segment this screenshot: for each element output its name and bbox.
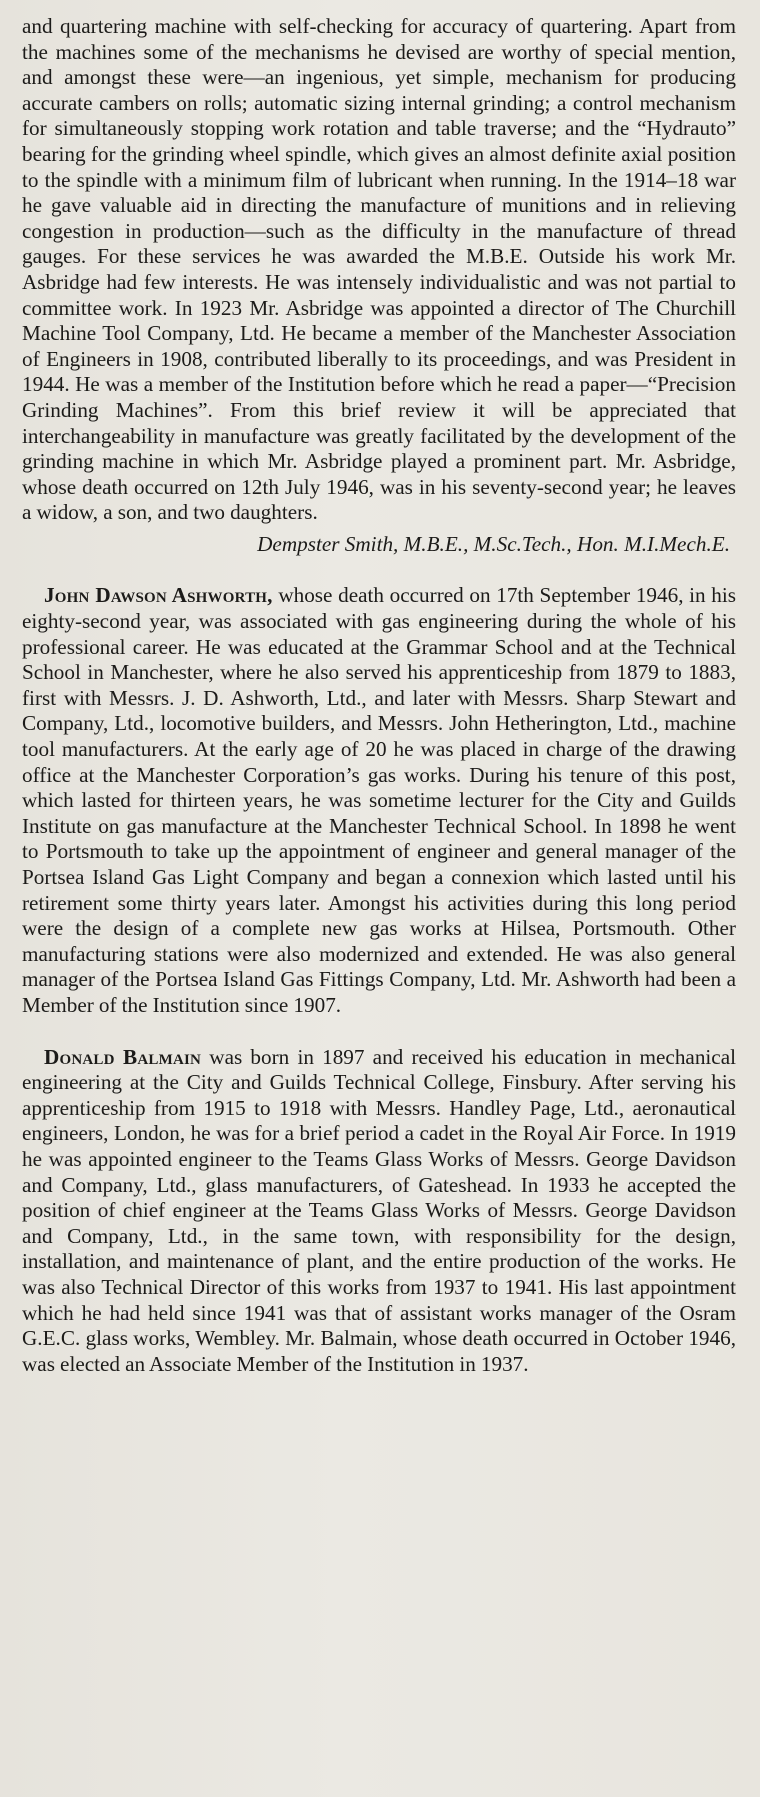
obituary-name-balmain: Donald Balmain	[44, 1044, 202, 1069]
section-spacer	[22, 557, 736, 583]
balmain-obituary	[22, 1045, 736, 1378]
obituary-body-balmain: was born in 1897 and received his education in mechanical engineering at the City and Guilds Technical College, Finsbury. After serving his apprenticeship from 1915 to 1918 with Messrs. Handley Page, Ltd., aeronautical engineers, London, he was for a brief period a cadet in the Royal Air Force. In 1919 he was appointed engineer to the Teams Glass Works of Messrs. George Davidson and Company, Ltd., glass manufacturers, of Gateshead. In 1933 he accepted the position of chief engineer at the Teams Glass Works of Messrs. George Davidson and Company, Ltd., in the same town, with responsibility for the design, installation, and maintenance of plant, and the entire production of the works. He was also Technical Director of this works from 1937 to 1941. His last appointment which he had held since 1941 was that of assistant works manager of the Osram G.E.C. glass works, Wembley. Mr. Balmain, whose death occurred in October 1946, was elected an Associate Member of the Institution in 1937.	[22, 1044, 736, 1376]
section-spacer	[22, 1019, 736, 1045]
author-signature: Dempster Smith, M.B.E., M.Sc.Tech., Hon. M.I.Mech.E.	[257, 531, 730, 556]
text-column	[22, 14, 736, 1377]
obituary-name-ashworth: John Dawson Ashworth,	[44, 583, 273, 608]
obituary-body-ashworth: whose death occurred on 17th September 1946, in his eighty-second year, was associated with gas engineering during the whole of his professional career. He was educated at the Grammar School and at the Technical School in Manchester, where he also served his apprenticeship from 1879 to 1883, first with Messrs. J. D. Ashworth, Ltd., and later with Messrs. Sharp Stewart and Company, Ltd., locomotive builders, and Messrs. John Hetherington, Ltd., machine tool manufacturers. At the early age of 20 he was placed in charge of the drawing office at the Manchester Corporation’s gas works. During his tenure of this post, which lasted for thirteen years, he was sometime lecturer for the City and Guilds Institute on gas manufacture at the Manchester Technical School. In 1898 he went to Portsmouth to take up the appointment of engineer and general manager of the Portsea Island Gas Light Company and began a connexion which lasted until his retirement some thirty years later. Amongst his activities during this long period were the design of a complete new gas works at Hilsea, Portsmouth. Other manufacturing stations were also modernized and extended. He was also general manager of the Portsea Island Gas Fittings Company, Ltd. Mr. Ashworth had been a Member of the Institution since 1907.	[22, 583, 736, 1017]
asbridge-obituary-continuation: and quartering machine with self-checking for accuracy of quartering. Apart from the machines some of the mechanisms he devised are worthy of special mention, and amongst these were—an ingenious, yet simple, mechanism for producing accurate cambers on rolls; automatic sizing internal grinding; a control mechanism for simultaneously stopping work rotation and table traverse; and the “Hydrauto” bearing for the grinding wheel spindle, which gives an almost definite axial position to the spindle with a minimum film of lubricant when running. In the 1914–18 war he gave valuable aid in directing the manufacture of munitions and in relieving congestion in production—such as the difficulty in the manufacture of thread gauges. For these services he was awarded the M.B.E. Outside his work Mr. Asbridge had few interests. He was intensely individualistic and was not partial to committee work. In 1923 Mr. Asbridge was appointed a director of The Churchill Machine Tool Company, Ltd. He became a member of the Manchester Association of Engineers in 1908, contributed liberally to its proceedings, and was President in 1944. He was a member of the Institution before which he read a paper—“Precision Grinding Machines”. From this brief review it will be appreciated that interchangeability in manufacture was greatly facilitated by the development of the grinding machine in which Mr. Asbridge played a prominent part. Mr. Asbridge, whose death occurred on 12th July 1946, was in his seventy-second year; he leaves a widow, a son, and two daughters.	[22, 14, 736, 525]
ashworth-obituary	[22, 583, 736, 1018]
